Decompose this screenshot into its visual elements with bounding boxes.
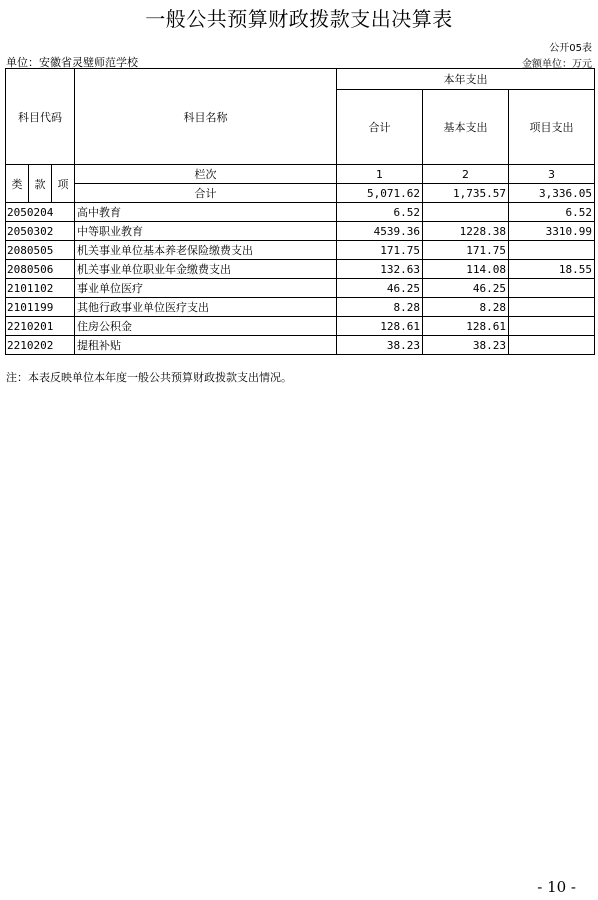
row-project (509, 317, 595, 336)
row-code: 2210202 (6, 336, 75, 355)
row-project: 3310.99 (509, 222, 595, 241)
row-basic: 114.08 (423, 260, 509, 279)
column-index-label: 栏次 (75, 165, 337, 184)
row-total: 171.75 (337, 241, 423, 260)
row-project (509, 336, 595, 355)
table-row (6, 260, 595, 279)
expense-table (5, 68, 595, 355)
row-name: 事业单位医疗 (75, 279, 337, 298)
row-code: 2050302 (6, 222, 75, 241)
row-total: 128.61 (337, 317, 423, 336)
header-basic: 基本支出 (423, 90, 509, 165)
header-project: 项目支出 (509, 90, 595, 165)
row-basic: 1228.38 (423, 222, 509, 241)
header-name: 科目名称 (75, 69, 337, 165)
row-basic: 8.28 (423, 298, 509, 317)
table-row (6, 336, 595, 355)
row-code: 2101102 (6, 279, 75, 298)
row-code: 2210201 (6, 317, 75, 336)
header-code: 科目代码 (6, 69, 75, 165)
row-name: 中等职业教育 (75, 222, 337, 241)
row-name: 其他行政事业单位医疗支出 (75, 298, 337, 317)
row-code: 2101199 (6, 298, 75, 317)
row-name: 提租补贴 (75, 336, 337, 355)
row-name: 机关事业单位职业年金缴费支出 (75, 260, 337, 279)
page-number: - 10 - (537, 878, 576, 896)
row-basic: 38.23 (423, 336, 509, 355)
row-name: 机关事业单位基本养老保险缴费支出 (75, 241, 337, 260)
header-total: 合计 (337, 90, 423, 165)
row-basic: 128.61 (423, 317, 509, 336)
row-project (509, 279, 595, 298)
row-total: 4539.36 (337, 222, 423, 241)
totals-label: 合计 (75, 184, 337, 203)
header-lei: 类 (6, 165, 29, 203)
table-row (6, 298, 595, 317)
table-row (6, 279, 595, 298)
row-basic: 171.75 (423, 241, 509, 260)
column-index-1: 1 (337, 165, 423, 184)
row-code: 2050204 (6, 203, 75, 222)
totals-row (6, 184, 595, 203)
header-year-expense: 本年支出 (337, 69, 595, 90)
row-project: 6.52 (509, 203, 595, 222)
row-project (509, 298, 595, 317)
row-total: 46.25 (337, 279, 423, 298)
row-name: 住房公积金 (75, 317, 337, 336)
page-title: 一般公共预算财政拨款支出决算表 (145, 7, 453, 31)
row-code: 2080505 (6, 241, 75, 260)
row-total: 132.63 (337, 260, 423, 279)
column-index-2: 2 (423, 165, 509, 184)
row-total: 38.23 (337, 336, 423, 355)
table-row (6, 203, 595, 222)
table-row (6, 317, 595, 336)
header-xiang: 项 (52, 165, 75, 203)
header-kuan: 款 (29, 165, 52, 203)
row-basic: 46.25 (423, 279, 509, 298)
column-index-3: 3 (509, 165, 595, 184)
form-number: 公开05表 (549, 43, 592, 54)
totals-basic: 1,735.57 (423, 184, 509, 203)
totals-total: 5,071.62 (337, 184, 423, 203)
totals-project: 3,336.05 (509, 184, 595, 203)
table-row (6, 222, 595, 241)
unit-label: 单位：安徽省灵璧师范学校 (6, 56, 138, 69)
row-total: 8.28 (337, 298, 423, 317)
money-unit-label: 金额单位：万元 (522, 59, 592, 70)
row-name: 高中教育 (75, 203, 337, 222)
row-project: 18.55 (509, 260, 595, 279)
row-code: 2080506 (6, 260, 75, 279)
row-total: 6.52 (337, 203, 423, 222)
row-project (509, 241, 595, 260)
row-basic (423, 203, 509, 222)
table-row (6, 241, 595, 260)
table-note: 注：本表反映单位本年度一般公共预算财政拨款支出情况。 (6, 371, 292, 384)
